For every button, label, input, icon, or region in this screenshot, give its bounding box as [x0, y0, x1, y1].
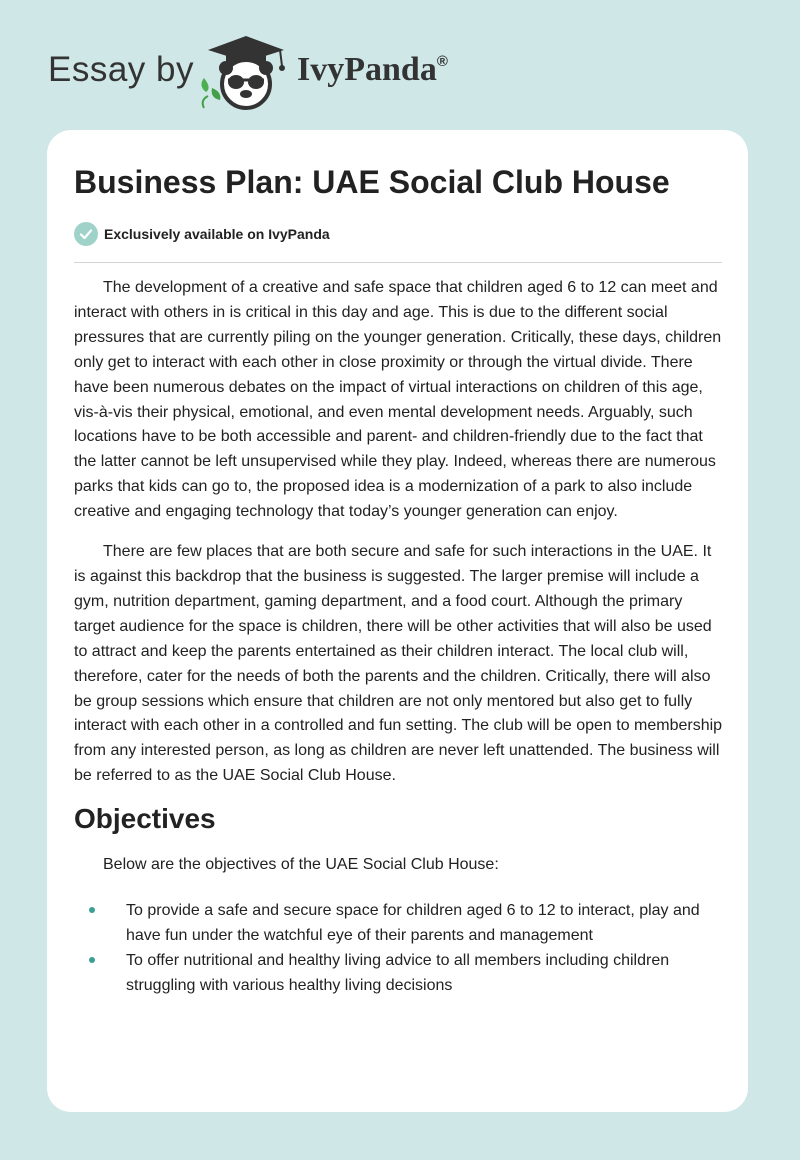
registered-mark: ®	[436, 53, 448, 70]
paragraph-1: The development of a creative and safe space that children aged 6 to 12 can meet and interact with others in is critical in this day and age. This is due to the different social pressures that are currently piling on the younger generation. Critically, these days, children only get to interact with each other in close proximity or through the virtual divide. There have been numerous debates on the impact of virtual interactions on children of this age, vis-à-vis their physical, emotional, and even mental development needs. Arguably, such locations have to be both accessible and parent- and children-friendly due to the fact that the latter cannot be left unsupervised while they play. Indeed, whereas there are numerous parks that kids can go to, the proposed idea is a modernization of a park to also include creative and engaging technology that today’s younger generation can enjoy.	[74, 279, 722, 521]
list-item	[74, 949, 726, 999]
divider	[74, 262, 722, 263]
list-item	[74, 899, 726, 949]
objectives-heading: Objectives	[74, 803, 216, 835]
brand-name[interactable]	[297, 51, 448, 89]
objectives-list	[74, 899, 726, 999]
bullet-icon	[89, 957, 95, 963]
brand-name-text: IvyPanda	[297, 51, 437, 88]
check-icon	[74, 222, 98, 246]
essay-by-label: Essay by	[48, 50, 194, 89]
exclusive-badge	[74, 221, 330, 247]
bullet-icon	[89, 907, 95, 913]
objective-text-2: To offer nutritional and healthy living advice to all members including children struggling with various healthy living decisions	[126, 951, 670, 994]
exclusive-badge-text: Exclusively available on IvyPanda	[104, 226, 330, 242]
site-header	[0, 0, 800, 130]
objective-text-1: To provide a safe and secure space for children aged 6 to 12 to interact, play and have fun under the watchful eye of their parents and management	[126, 901, 700, 944]
page-title: Business Plan: UAE Social Club House	[74, 164, 670, 200]
paragraph-2: There are few places that are both secure and safe for such interactions in the UAE. It is against this backdrop that the business is suggested. The larger premise will include a gym, nutrition department, gaming department, and a food court. Although the primary target audience for the space is children, there will be other activities that will also be used to attract and keep the parents entertained as their children interact. The local club will, therefore, cater for the needs of both the parents and the children. Critically, there will also be group sessions which ensure that children are not only mentored but also get to fully interact with each other in a controlled and fun setting. The club will be open to membership from any interested person, as long as children are never left unattended. The business will be referred to as the UAE Social Club House.	[74, 543, 723, 785]
objectives-intro: Below are the objectives of the UAE Social Club House:	[103, 856, 499, 874]
essay-body	[74, 276, 726, 999]
ivypanda-logo-icon[interactable]	[196, 30, 296, 110]
essay-card	[47, 130, 748, 1112]
